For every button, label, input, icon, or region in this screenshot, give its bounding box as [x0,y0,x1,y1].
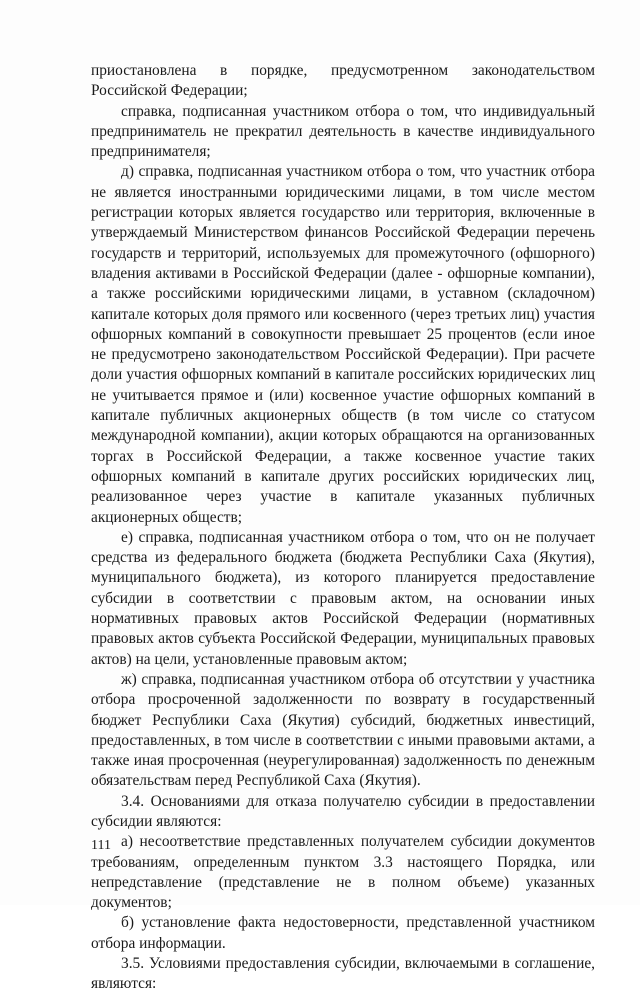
paragraph-zh-overdue-debt-certificate: ж) справка, подписанная участником отбора об отсутствии у участника отбора просроченной задолженности по возврату в государственный бюджет Республики Саха (Якутия) субсидий, бюджетных инвестиций, предоставленных, в том числе в соответствии с иными правовыми актами, а также иная просроченная (неурегулированная) задолженность по денежным обязательствам перед Республикой Саха (Якутия). [91,670,595,790]
paragraph-individual-entrepreneur-certificate: справка, подписанная участником отбора о том, что индивидуальный предприниматель не прекратил деятельность в качестве индивидуального предпринимателя; [91,102,595,161]
paragraph-3-5-subsidy-conditions: 3.5. Условиями предоставления субсидии, включаемыми в соглашение, являются: [91,955,595,993]
paragraph-a-documents-mismatch: а) несоответствие представленных получателем субсидии документов требованиям, определенным пунктом 3.3 настоящего Порядка, или непредставление (представление не в полном объеме) указанных документов; [91,833,595,912]
page-number: 111 [91,838,111,853]
paragraph-continuation: приостановлена в порядке, предусмотренном законодательством Российской Федерации; [91,62,595,100]
document-body [91,61,595,995]
paragraph-b-false-information: б) установление факта недостоверности, представленной участником отбора информации. [91,914,595,952]
paragraph-e-federal-budget-certificate: е) справка, подписанная участником отбора о том, что он не получает средства из федерального бюджета (бюджета Республики Саха (Якутия), муниципального бюджета), из которого планируется предоставление субсидии в соответствии с правовым актом, на основании иных нормативных правовых актов Российской Федерации (нормативных правовых актов субъекта Российской Федерации, муниципальных правовых актов) на цели, установленные правовым актом; [91,528,595,668]
paragraph-3-4-refusal-grounds: 3.4. Основаниями для отказа получателю субсидии в предоставлении субсидии являются: [91,792,595,830]
paragraph-d-offshore-certificate: д) справка, подписанная участником отбора о том, что участник отбора не является иностранными юридическими лицами, в том числе местом регистрации которых является государство или территория, включенные в утверждаемый Министерством финансов Российской Федерации перечень государств и территорий, используемых для промежуточного (офшорного) владения активами в Российской Федерации (далее - офшорные компании), а также российскими юридическими лицами, в уставном (складочном) капитале которых доля прямого или косвенного (через третьих лиц) участия офшорных компаний в совокупности превышает 25 процентов (если иное не предусмотрено законодательством Российской Федерации). При расчете доли участия офшорных компаний в капитале российских юридических лиц не учитывается прямое и (или) косвенное участие офшорных компаний в капитале публичных акционерных обществ (в том числе со статусом международной компании), акции которых обращаются на организованных торгах в Российской Федерации, а также косвенное участие таких офшорных компаний в капитале других российских юридических лиц, реализованное через участие в капитале указанных публичных акционерных обществ; [91,163,595,526]
